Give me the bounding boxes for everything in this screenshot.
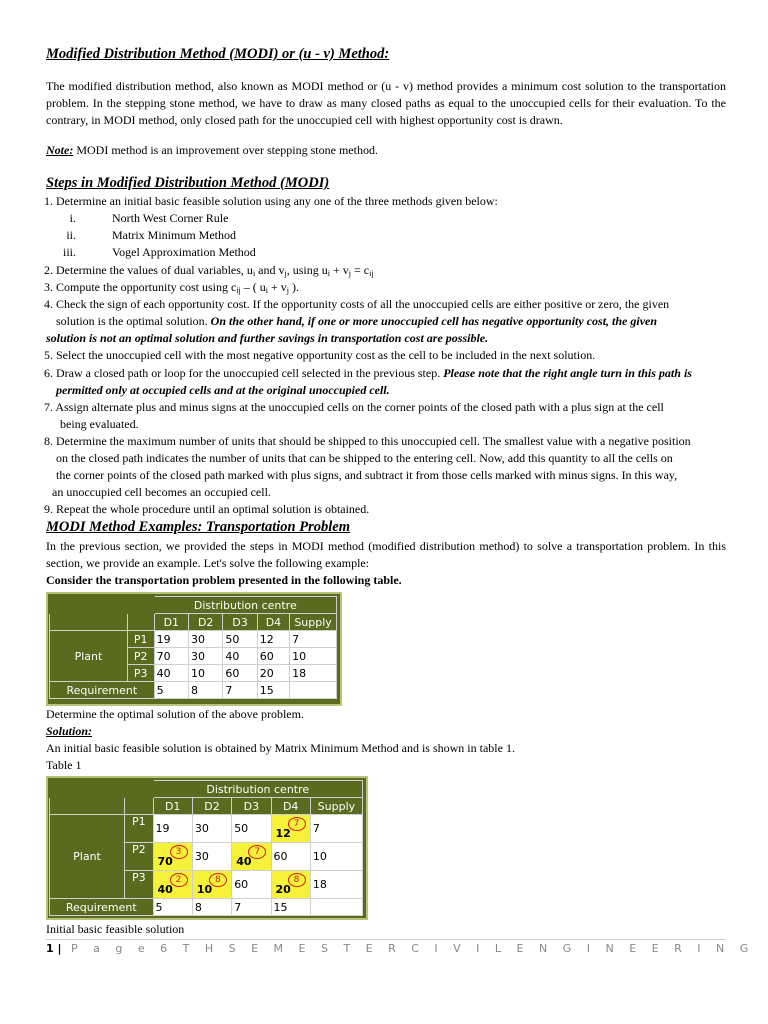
note-text: MODI method is an improvement over stepping stone method. xyxy=(73,143,378,157)
table-cell: 10 xyxy=(310,843,362,871)
page-footer xyxy=(46,942,754,955)
page-title: Modified Distribution Method (MODI) or (u - v) Method: xyxy=(46,46,390,62)
table1 xyxy=(49,780,363,916)
allocation-circle: 8 xyxy=(209,873,227,887)
table-cell: 40 xyxy=(154,665,188,682)
step-7-line-2: being evaluated. xyxy=(60,417,139,431)
allocated-cell: 20 8 xyxy=(271,871,310,899)
col-supply: Supply xyxy=(290,614,337,631)
step-8-line-4: an unoccupied cell becomes an occupied cell. xyxy=(52,485,271,499)
col-d3: D3 xyxy=(223,614,257,631)
col-d1: D1 xyxy=(153,798,192,815)
examples-intro: In the previous section, we provided the steps in MODI method (modified distribution method) to solve a transportation problem. In this section, we provide an example. Let's solve the following example: xyxy=(46,539,726,570)
allocation-circle: 2 xyxy=(170,873,188,887)
note-line xyxy=(46,143,378,158)
step-6-line-1: 6. Draw a closed path or loop for the unoccupied cell selected in the previous step. Please note that the right angle turn in this path is xyxy=(44,366,692,380)
table-cell: 50 xyxy=(232,815,271,843)
step-1: 1. Determine an initial basic feasible solution using any one of the three methods given below: xyxy=(44,194,498,208)
allocated-cell: 40 7 xyxy=(232,843,271,871)
table-cell: 7 xyxy=(290,631,337,648)
col-d2: D2 xyxy=(189,614,223,631)
plant-label: Plant xyxy=(50,631,128,682)
table-cell: 20 xyxy=(257,665,289,682)
col-d4: D4 xyxy=(271,798,310,815)
step-9: 9. Repeat the whole procedure until an optimal solution is obtained. xyxy=(44,502,370,516)
solution-label: Solution: xyxy=(46,724,93,738)
table-cell: 60 xyxy=(271,843,310,871)
col-d1: D1 xyxy=(154,614,188,631)
table-cell: 40 xyxy=(223,648,257,665)
table-cell: 18 xyxy=(310,871,362,899)
step-2: 2. Determine the values of dual variables, $u_i$ and $v_j$, using $u_i + v_j = c_{ij}$ xyxy=(44,263,374,278)
step-6-line-2: permitted only at occupied cells and at the original unoccupied cell. xyxy=(56,383,390,397)
dist-centre-header: Distribution centre xyxy=(153,781,362,798)
step-7-line-1: 7. Assign alternate plus and minus signs at the unoccupied cells on the corner points of the closed path with a plus sign at the cell xyxy=(44,400,664,414)
footer-rule xyxy=(46,939,726,940)
table-cell: 8 xyxy=(189,682,223,699)
solution-text: An initial basic feasible solution is obtained by Matrix Minimum Method and is shown in table 1. xyxy=(46,741,515,755)
allocated-cell: 40 2 xyxy=(153,871,192,899)
row-p1: P1 xyxy=(127,631,154,648)
row-p3: P3 xyxy=(127,665,154,682)
table-cell: 15 xyxy=(257,682,289,699)
row-p2: P2 xyxy=(127,648,154,665)
table-cell: 5 xyxy=(153,899,192,916)
table-cell: 12 xyxy=(257,631,289,648)
step-8-line-2: on the closed path indicates the number of units that can be shipped to the entering cell. Now, add this quantity to all the cells on xyxy=(56,451,673,465)
caption: Initial basic feasible solution xyxy=(46,922,185,936)
step-4-line-3: solution is not an optimal solution and further savings in transportation cost are possible. xyxy=(46,331,489,345)
table-cell: 30 xyxy=(189,631,223,648)
table-cell: 10 xyxy=(189,665,223,682)
plant-label: Plant xyxy=(50,815,125,899)
table-cell: 7 xyxy=(310,815,362,843)
step-4-line-2: solution is the optimal solution. On the other hand, if one or more unoccupied cell has negative opportunity cost, the given xyxy=(56,314,658,328)
table1-label: Table 1 xyxy=(46,758,82,772)
determine-line: Determine the optimal solution of the above problem. xyxy=(46,707,304,721)
steps-heading: Steps in Modified Distribution Method (MODI) xyxy=(46,175,330,191)
table-cell: 18 xyxy=(290,665,337,682)
table-cell: 15 xyxy=(271,899,310,916)
row-p1: P1 xyxy=(125,815,154,843)
table-cell: 60 xyxy=(257,648,289,665)
table-cell: 7 xyxy=(223,682,257,699)
table-cell: 30 xyxy=(192,843,231,871)
transportation-table xyxy=(49,596,337,699)
table-cell: 60 xyxy=(223,665,257,682)
step-8-line-3: the corner points of the closed path marked with plus signs, and subtract it from those cells marked with minus signs. In this way, xyxy=(56,468,678,482)
table-cell: 8 xyxy=(192,899,231,916)
requirement-label: Requirement xyxy=(50,682,155,699)
row-p3: P3 xyxy=(125,871,154,899)
allocated-cell: 70 3 xyxy=(153,843,192,871)
step-4-line-1: 4. Check the sign of each opportunity cost. If the opportunity costs of all the unoccupied cells are either positive or zero, the given xyxy=(44,297,670,311)
col-supply: Supply xyxy=(310,798,362,815)
table-cell: 19 xyxy=(154,631,188,648)
table-cell: 30 xyxy=(189,648,223,665)
requirement-label: Requirement xyxy=(50,899,154,916)
col-d4: D4 xyxy=(257,614,289,631)
step-5: 5. Select the unoccupied cell with the most negative opportunity cost as the cell to be included in the next solution. xyxy=(44,348,596,362)
table-cell: 19 xyxy=(153,815,192,843)
footer-text: P a g e 6 T H S E M E S T E R C I V I L E N G I N E E R I N G xyxy=(71,942,755,955)
consider-line: Consider the transportation problem presented in the following table. xyxy=(46,573,402,587)
col-d3: D3 xyxy=(232,798,271,815)
table-cell: 10 xyxy=(290,648,337,665)
allocation-circle: 3 xyxy=(170,845,188,859)
examples-heading: MODI Method Examples: Transportation Problem xyxy=(46,519,350,535)
col-d2: D2 xyxy=(192,798,231,815)
table-cell: 60 xyxy=(232,871,271,899)
step-8-line-1: 8. Determine the maximum number of units that should be shipped to this unoccupied cell. The smallest value with a negative position xyxy=(44,434,691,448)
step-3: 3. Compute the opportunity cost using $c_{ij}$ – ( $u_i + v_j$ ). xyxy=(44,280,300,295)
allocated-cell: 10 8 xyxy=(192,871,231,899)
table-cell: 30 xyxy=(192,815,231,843)
allocation-circle: 7 xyxy=(248,845,266,859)
allocated-cell: 12 7 xyxy=(271,815,310,843)
allocation-circle: 7 xyxy=(288,817,306,831)
dist-centre-header: Distribution centre xyxy=(154,597,336,614)
table-cell: 7 xyxy=(232,899,271,916)
allocation-circle: 8 xyxy=(288,873,306,887)
table-cell xyxy=(310,899,362,916)
table-cell: 70 xyxy=(154,648,188,665)
table-cell: 50 xyxy=(223,631,257,648)
footer-page-number: 1 | xyxy=(46,942,62,955)
row-p2: P2 xyxy=(125,843,154,871)
table-cell: 5 xyxy=(154,682,188,699)
intro-paragraph: The modified distribution method, also known as MODI method or (u - v) method provides a minimum cost solution to the transportation problem. In the stepping stone method, we have to draw as many closed paths as equal to the unoccupied cells for their evaluation. To the contrary, in MODI method, only closed path for the unoccupied cell with highest opportunity cost is drawn. xyxy=(46,79,726,127)
table-cell xyxy=(290,682,337,699)
note-label: Note: xyxy=(46,143,74,157)
